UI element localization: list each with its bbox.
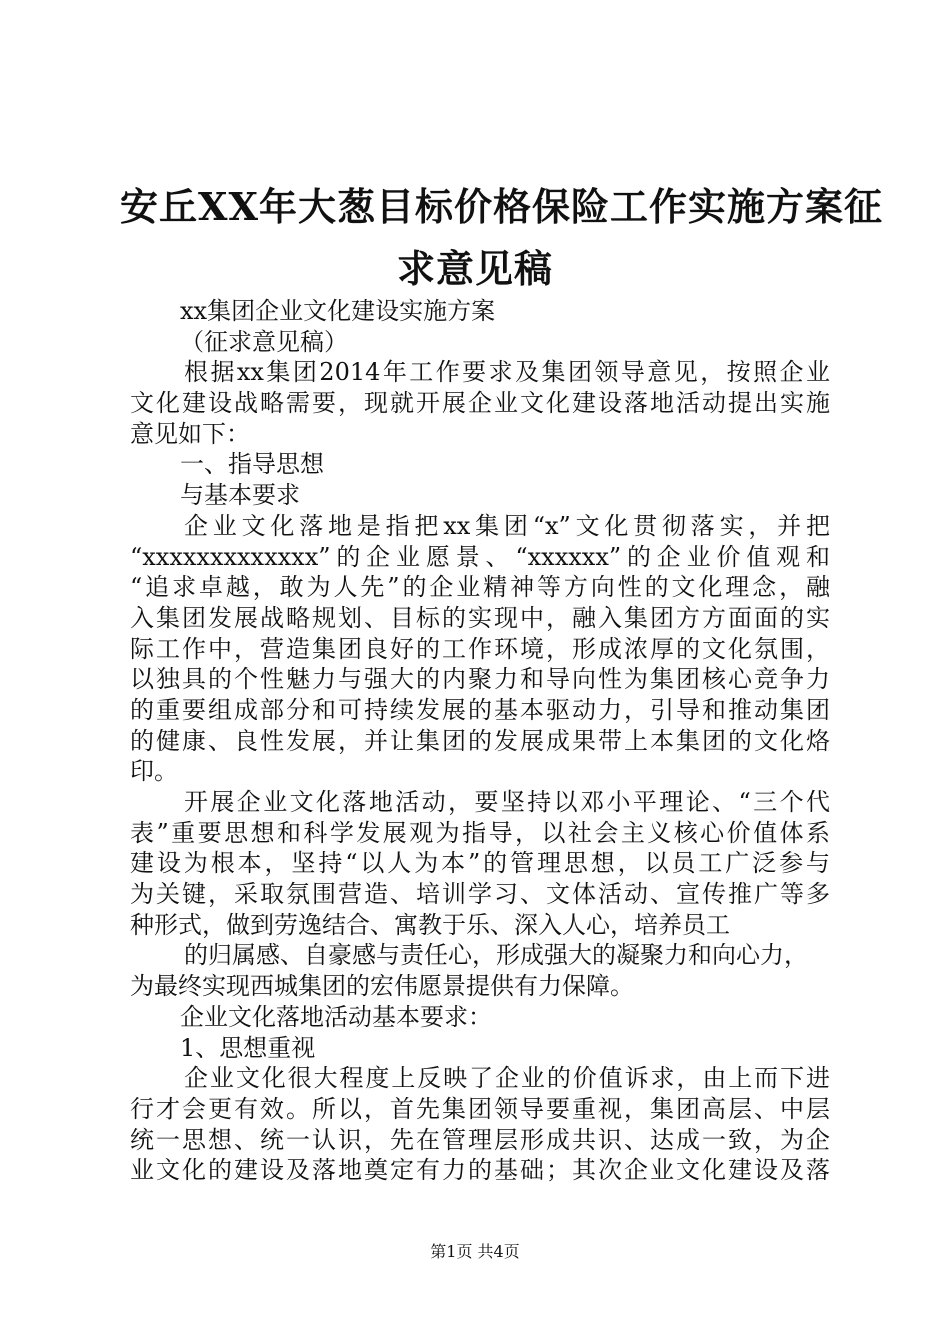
paragraph-line: 入集团发展战略规划、目标的实现中，融入集团方方面面的实 (130, 603, 830, 632)
document-body (130, 296, 830, 1186)
paragraph-line: 为最终实现西城集团的宏伟愿景提供有力保障。 (130, 972, 634, 1001)
section-heading: 企业文化落地活动基本要求： (180, 1002, 492, 1031)
paragraph-line: 统一思想、统一认识，先在管理层形成共识、达成一致，为企 (130, 1125, 830, 1154)
paragraph-line: 企业文化很大程度上反映了企业的价值诉求，由上而下进 (184, 1064, 830, 1093)
paragraph-line: 意见如下： (130, 419, 250, 448)
page-number-footer: 第1页 共4页 (430, 1242, 520, 1261)
paragraph-line: 际工作中，营造集团良好的工作环境，形成浓厚的文化氛围， (130, 634, 830, 663)
paragraph-line: 根据xx集团2014年工作要求及集团领导意见，按照企业 (184, 358, 830, 387)
paragraph-line: “追求卓越，敢为人先”的企业精神等方向性的文化理念，融 (130, 573, 830, 602)
section-heading: 一、指导思想 (180, 450, 324, 479)
document-title-line-1: 安丘XX年大葱目标价格保险工作实施方案征 (120, 184, 883, 229)
paragraph-line: 建设为根本，坚持“以人为本”的管理思想，以员工广泛参与 (130, 849, 830, 878)
section-heading: xx集团企业文化建设实施方案 (180, 297, 496, 325)
paragraph-line: 的健康、良性发展，并让集团的发展成果带上本集团的文化烙 (130, 726, 830, 755)
paragraph-line: 业文化的建设及落地奠定有力的基础；其次企业文化建设及落 (130, 1156, 830, 1185)
paragraph-line: 种形式，做到劳逸结合、寓教于乐、深入人心，培养员工 (130, 910, 730, 939)
paragraph-line: 以独具的个性魅力与强大的内聚力和导向性为集团核心竞争力 (130, 665, 830, 694)
section-subheading: （征求意见稿） (180, 327, 348, 356)
paragraph-line: 开展企业文化落地活动，要坚持以邓小平理论、“三个代 (184, 788, 830, 816)
document-title-line-2: 求意见稿 (396, 246, 553, 291)
paragraph-line: “xxxxxxxxxxxxx”的企业愿景、“xxxxxx”的企业价值观和 (130, 542, 830, 571)
paragraph-line: 为关键，采取氛围营造、培训学习、文体活动、宣传推广等多 (130, 880, 830, 909)
paragraph-line: 文化建设战略需要，现就开展企业文化建设落地活动提出实施 (130, 389, 830, 418)
paragraph-line: 的重要组成部分和可持续发展的基本驱动力，引导和推动集团 (130, 695, 830, 724)
paragraph-line: 企业文化落地是指把xx集团“x”文化贯彻落实，并把 (184, 511, 830, 540)
paragraph-line: 表”重要思想和科学发展观为指导，以社会主义核心价值体系 (130, 818, 830, 847)
section-heading: 与基本要求 (180, 481, 300, 510)
paragraph-line: 行才会更有效。所以，首先集团领导要重视，集团高层、中层 (130, 1094, 830, 1123)
paragraph-line: 的归属感、自豪感与责任心，形成强大的凝聚力和向心力， (184, 941, 808, 970)
paragraph-line: 印。 (130, 757, 178, 786)
section-heading: 1、思想重视 (180, 1033, 316, 1062)
